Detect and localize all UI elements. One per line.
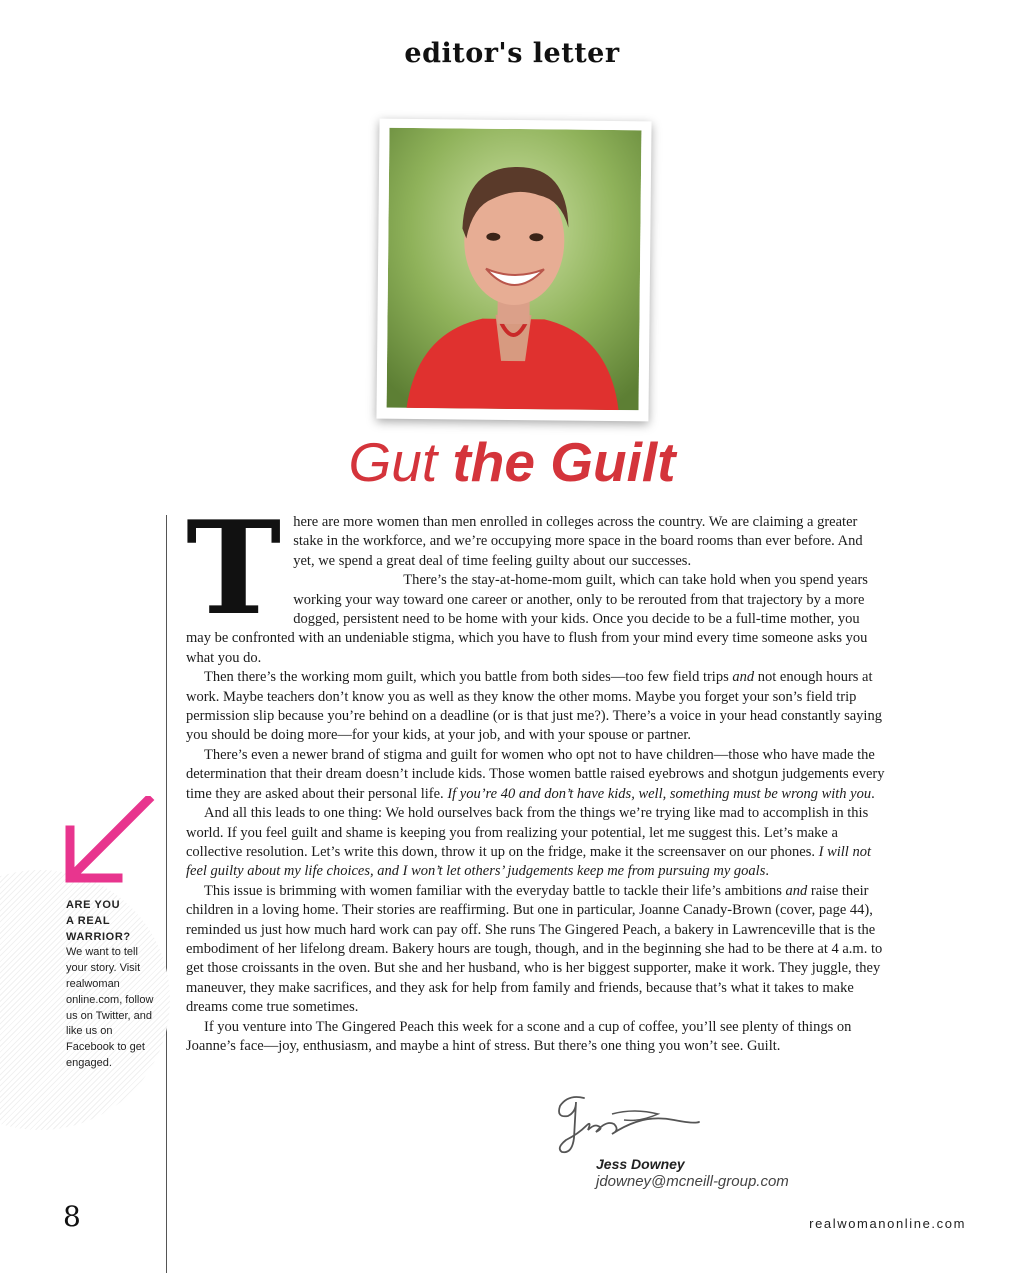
paragraph [186, 746, 886, 804]
emphasis-text: I will not feel guilty about my life choices, and I won’t let others’ judgements keep me from pursuing my goals [186, 843, 871, 880]
headline-bold: the Guilt [452, 431, 676, 493]
paragraph-text: not enough hours at work. Maybe teachers don’t know you as well as they know the other moms. Maybe you forget your son’s field trip permission slip because you’re behind on a deadline (or is that just me?). There’s a voice in your head constantly saying you should be doing more—for your kids, at your job, and with your spouse or partner. [186, 669, 882, 744]
paragraph-text: There’s even a newer brand of stigma and guilt for women who opt not to have children—those who have made the determination that their dream doesn’t include kids. Those women battle raised eyebrows and shotgun judgements every time they are asked about their personal life. [186, 746, 885, 802]
editor-portrait-image [387, 128, 642, 411]
editor-photo [376, 119, 651, 422]
sidebar-callout [66, 898, 158, 1072]
emphasis-text: and [785, 882, 808, 899]
paragraph-text: here are more women than men enrolled in colleges across the country. We are claiming a greater stake in the workforce, and we’re occupying more space in the board rooms than ever before. And yet, we spend a great deal of time feeling guilty about our successes. [293, 514, 863, 569]
drop-cap: T [186, 494, 282, 644]
paragraph-text: . [871, 785, 875, 802]
page-number: 8 [63, 1200, 81, 1233]
paragraph-text: . [765, 863, 769, 880]
site-url: realwomanonline.com [809, 1216, 966, 1231]
sidebar-heading: A REAL [66, 914, 111, 927]
headline-light: Gut [348, 431, 438, 493]
paragraph [186, 668, 886, 746]
article-headline [0, 426, 1024, 498]
paragraph [186, 882, 886, 1018]
paragraph: If you venture into The Gingered Peach this week for a scone and a cup of coffee, you’ll see plenty of things on Joanne’s face—joy, enthusiasm, and maybe a hint of stress. But there’s one thing you won’t see. Guilt. [186, 1018, 852, 1054]
column-rule [166, 515, 167, 1273]
paragraph: There’s the stay-at-home-mom guilt, which can take hold when you spend years working your way toward one career or another, only to be rerouted from that trajectory by a more dogged, persistent need to be home with your kids. Once you decide to be a full-time mother, you may be confronted with an undeniable stigma, which you have to flush from your mind every time someone asks you what you do. [186, 572, 868, 666]
signature-icon [554, 1090, 714, 1160]
paragraph [186, 804, 886, 882]
paragraph-text: And all this leads to one thing: We hold ourselves back from the things we’re trying like mad to accomplish in this world. If you feel guilt and shame is keeping you from realizing your potential, let me suggest this. Let’s make a collective resolution. Let’s write this down, throw it up on the fridge, make it the screensaver on our phones. [186, 805, 869, 860]
paragraph-text: This issue is brimming with women familiar with the everyday battle to tackle their life’s ambitions [204, 882, 786, 899]
arrow-down-left-icon [60, 796, 156, 888]
sidebar-body: We want to tell your story. Visit realwoman online.com, follow us on Twitter, and like us on Facebook to get engaged. [66, 946, 154, 1069]
paragraph-text: raise their children in a loving home. Their stories are reaffirming. But one in particular, Joanne Canady-Brown (cover, page 44), reminded us just how much hard work can pay off. She runs The Gingered Peach, a bakery in Lawrenceville that is the embodiment of her lifelong dream. Bakery hours are tough, though, and in the beginning she had to be there at 4 a.m. to get those croissants in the oven. But she and her husband, who is her biggest supporter, make it work. They juggle, they maneuver, they make sacrifices, and they ask for help from family and friends, because that’s what it takes to make dreams come true sometimes. [186, 882, 883, 1016]
article-body [186, 494, 886, 1056]
section-label: editor's letter [404, 38, 620, 69]
sidebar-heading: WARRIOR? [66, 930, 131, 943]
emphasis-text: and [732, 669, 755, 686]
author-name: Jess Downey [596, 1156, 685, 1172]
emphasis-text: If you’re 40 and don’t have kids, well, something must be wrong with you [447, 785, 872, 802]
paragraph-text: Then there’s the working mom guilt, which you battle from both sides—too few field trips [204, 669, 733, 686]
author-email: jdowney@mcneill-group.com [596, 1173, 789, 1190]
sidebar-heading: ARE YOU [66, 899, 121, 911]
